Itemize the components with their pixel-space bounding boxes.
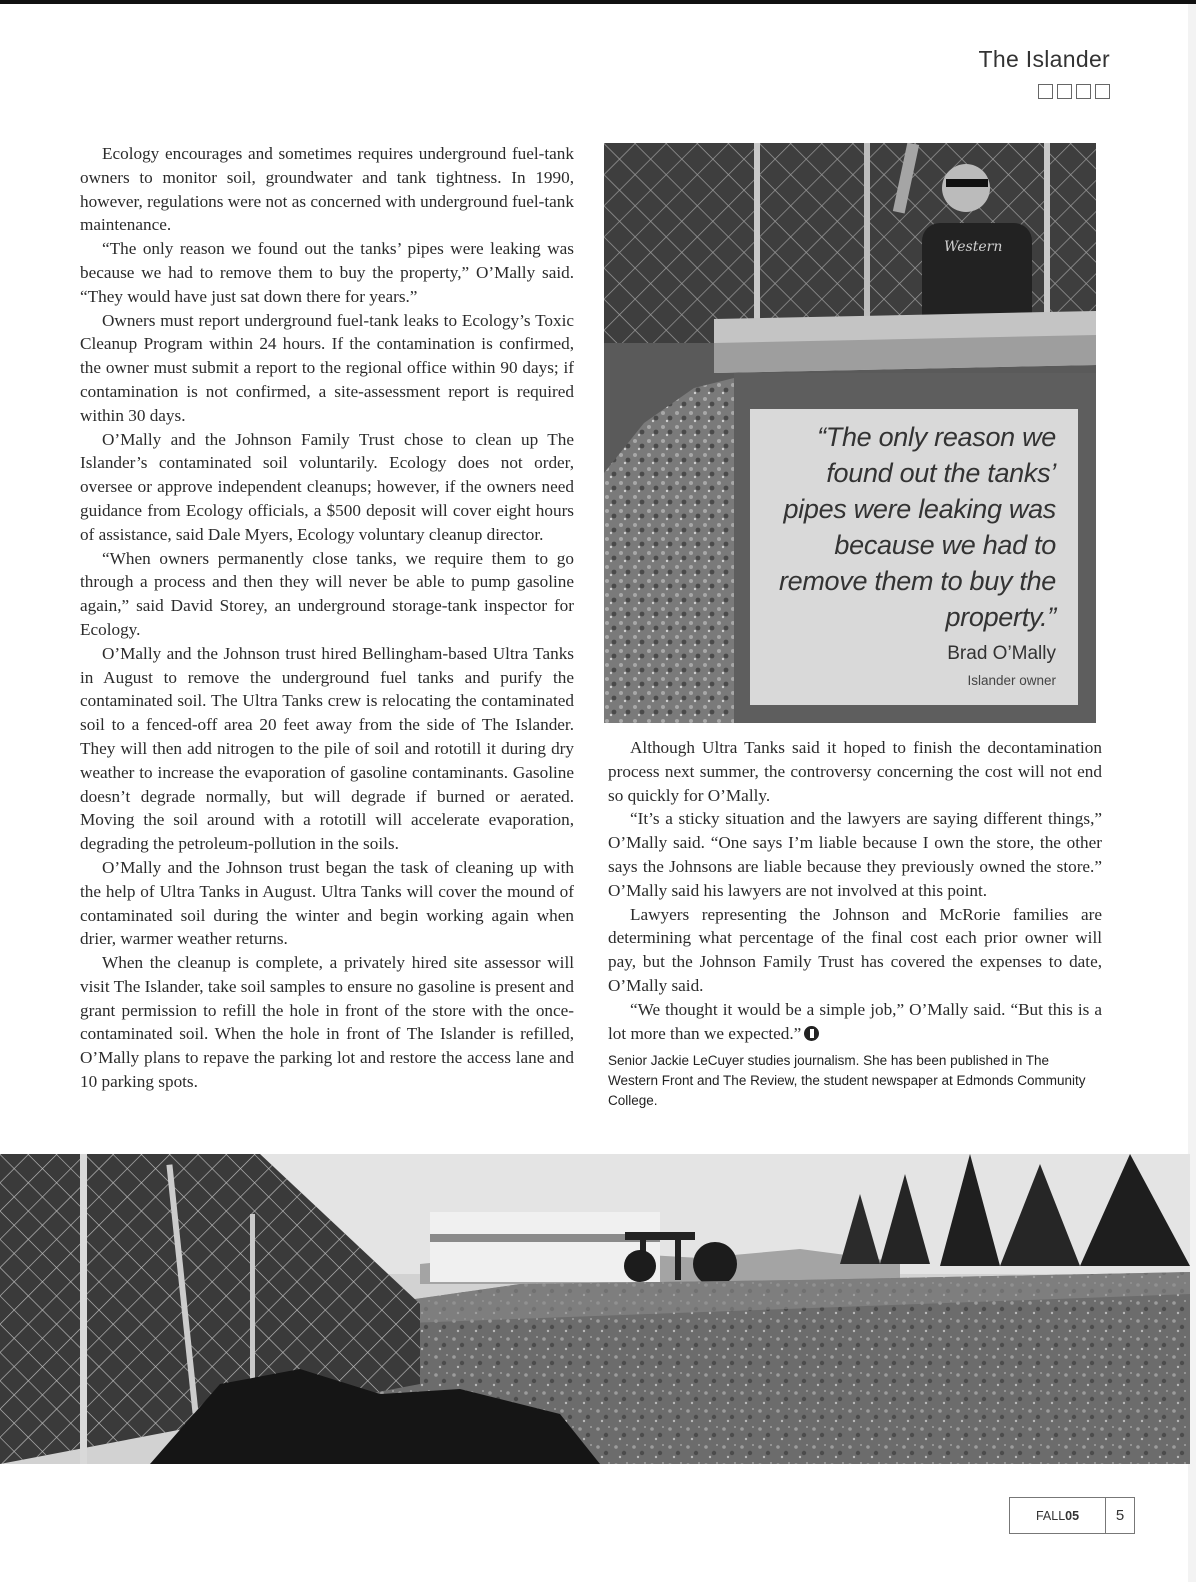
paragraph: “When owners permanently close tanks, we require them to go through a process and then they will never be able to pump gasoline again,” said David Storey, an underground storage-tank inspector for Ecology. <box>80 548 574 639</box>
closing-paragraph-text: “We thought it would be a simple job,” O’Mally said. “But this is a lot more than we expected.” <box>608 999 1102 1043</box>
section-marker-boxes <box>1038 84 1110 99</box>
issue-year: 05 <box>1065 1508 1080 1523</box>
paragraph: O’Mally and the Johnson trust hired Bellingham-based Ultra Tanks in August to remove the underground fuel tanks and purify the contaminated soil. The Ultra Tanks crew is relocating the contaminated soil to a fenced-off area 20 feet away from the side of The Islander. They will then add nitrogen to the pile of soil and rototill it during dry weather to increase the evaporation of gasoline contaminants. Gasoline doesn’t degrade normally, but will degrade if burned or aerated. Moving the soil around with a rototill will accelerate evaporation, degrading the petroleum-pollution in the soils. <box>80 643 574 854</box>
paragraph: “The only reason we found out the tanks’ pipes were leaking was because we had to remove them to buy the property,” O’Mally said. “They would have just sat down there for years.” <box>80 239 574 306</box>
paragraph: Owners must report underground fuel-tank leaks to Ecology’s Toxic Cleanup Program within 24 hours. If the contamination is confirmed, the owner must submit a report to the regional office within 90 days; if contamination is not confirmed, a site-assessment report is required within 30 days. <box>80 310 574 425</box>
issue-label <box>1010 1498 1106 1533</box>
pull-quote-attribution-name: Brad O’Mally <box>947 643 1056 664</box>
paragraph: Although Ultra Tanks said it hoped to finish the decontamination process next summer, the controversy concerning the cost will not end so quickly for O’Mally. <box>608 738 1102 805</box>
end-of-story-icon <box>804 1026 819 1041</box>
pull-quote <box>750 409 1078 705</box>
marker-box <box>1076 84 1091 99</box>
marker-box <box>1095 84 1110 99</box>
article-right-column <box>608 736 1102 1111</box>
paragraph: “It’s a sticky situation and the lawyers are saying different things,” O’Mally said. “One says I’m liable because I own the store, the other says the Johnsons are liable because they previously owned the store.” O’Mally said his lawyers are not involved at this point. <box>608 809 1102 900</box>
paragraph: When the cleanup is complete, a privately hired site assessor will visit The Islander, take soil samples to ensure no gasoline is present and grant permission to refill the hole in front of the store with the once-contaminated soil. When the hole in front of The Islander is refilled, O’Mally plans to repave the parking lot and restore the access lane and 10 parking spots. <box>80 953 574 1092</box>
paragraph: O’Mally and the Johnson Family Trust chose to clean up The Islander’s contaminated soil voluntarily. Ecology does not order, oversee or approve independent cleanups; however, if the owners need guidance from Ecology officials, a $500 deposit will cover eight hours of assistance, said Dale Myers, Ecology voluntary cleanup director. <box>80 429 574 544</box>
paragraph: O’Mally and the Johnson trust began the task of cleaning up with the help of Ultra Tanks in August. Ultra Tanks will cover the mound of contaminated soil during the winter and begin working again when drier, warmer weather returns. <box>80 857 574 949</box>
marker-box <box>1057 84 1072 99</box>
page-number: 5 <box>1115 1507 1125 1524</box>
cleanup-site-photo <box>0 1154 1190 1464</box>
issue-season: FALL <box>1035 1508 1066 1523</box>
paragraph: Ecology encourages and sometimes requires underground fuel-tank owners to monitor soil, groundwater and tank tightness. In 1990, however, regulations were not as concerned with underground fuel-tank maintenance. <box>80 144 574 235</box>
author-bio: Senior Jackie LeCuyer studies journalism. She has been published in The Western Front and The Review, the student newspaper at Edmonds Community College. <box>608 1053 1086 1109</box>
section-title: The Islander <box>978 46 1110 72</box>
article-left-column <box>80 142 574 1094</box>
pull-quote-text: “The only reason we found out the tanks’ pipes were leaking was because we had to remove them to buy the property.” <box>778 422 1056 632</box>
marker-box <box>1038 84 1053 99</box>
owner-photo <box>604 143 1096 723</box>
paragraph <box>608 998 1102 1046</box>
paragraph: Lawyers representing the Johnson and McRorie families are determining what percentage of the final cost each prior owner will pay, but the Johnson Family Trust has covered the expenses to date, O’Mally said. <box>608 904 1102 995</box>
top-rule <box>0 0 1196 4</box>
page-folio <box>1009 1497 1135 1534</box>
shirt-text: Western <box>944 239 1003 255</box>
pull-quote-attribution-role: Islander owner <box>967 673 1056 688</box>
cleanup-site-illustration <box>0 1154 1190 1464</box>
